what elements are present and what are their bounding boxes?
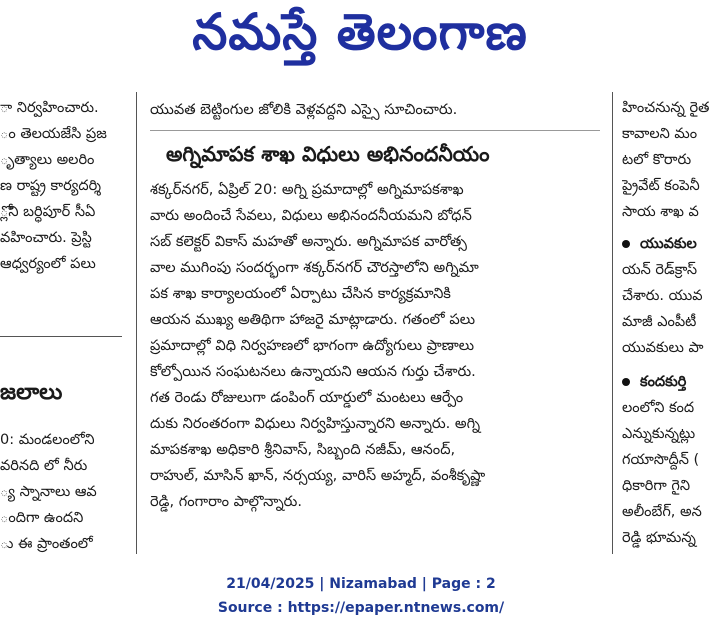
left-line: ు ఈ ప్రాంతంలో [0, 536, 93, 552]
right-line: టలో కొరారు [622, 152, 692, 168]
right-line: మాజీ ఎంపీటీ [622, 314, 697, 330]
article-line: శక్కర్‌నగర్, ఏప్రిల్ 20: అగ్ని ప్రమాదాల్లో అగ్నిమాపకశాఖ [150, 181, 464, 198]
article-line: సబ్ కలెక్టర్ వికాస్ మహతో అన్నారు. అగ్నిమాపక వారోత్స [150, 233, 467, 250]
left-heading: జలాలు [0, 380, 63, 405]
intro-line: యువత బెట్టింగుల జోలికి వెళ్లవద్దని ఎస్సై సూచించారు. [150, 101, 458, 118]
article-line: గత రెండు రోజులుగా డంపింగ్ యార్డులో మంటలు ఆర్పేం [150, 389, 464, 406]
right-line: లంలోని కంద [622, 400, 695, 416]
right-bullet-heading: కందకుర్తి [622, 372, 686, 392]
article-headline: అగ్నిమాపక శాఖ విధులు అభినందనీయం [166, 142, 490, 166]
left-line: వహించారు. ప్రెస్టి [0, 230, 92, 246]
left-line: ం తెలయజేసి ప్రజ [0, 126, 107, 142]
article-line: ప్రమాదాల్లో విధి నిర్వహణలో భాగంగా ఉద్యోగులు ప్రాణాలు [150, 337, 475, 354]
left-column [0, 92, 122, 554]
footer-date-line: 21/04/2025 | Nizamabad | Page : 2 [226, 576, 496, 592]
footer-source-line: Source : https://epaper.ntnews.com/ [217, 600, 505, 616]
article-line: దుకు నిరంతరంగా విధులు నిర్వహిస్తున్నారని అన్నారు. అగ్ని [150, 415, 480, 432]
right-column [622, 92, 722, 554]
left-line: ఆధ్వర్యంలో పలు [0, 256, 96, 272]
left-line: 0: మండలంలోని [0, 432, 95, 448]
article-line: రాహుల్, మాసిన్ ఖాన్, నర్సయ్య, వారిస్ అహ్మద్, వంశీకృష్ణా [150, 467, 486, 484]
newspaper-masthead [150, 2, 570, 74]
left-line: ా నిర్వహించారు. [0, 100, 99, 116]
right-line: ప్రైవేట్ కంపెనీ [622, 178, 700, 194]
article-line: కోల్పోయిన సంఘటనలు ఉన్నాయని ఆయన గుర్తు చేశారు. [150, 363, 476, 380]
article-line: రెడ్డి, గంగారాం పాల్గొన్నారు. [150, 493, 302, 510]
bullet-icon [622, 240, 630, 248]
left-line: వరినది లో నీరు [0, 458, 88, 474]
left-line: ్లోని బర్ధిపూర్ సీఏ [0, 204, 96, 220]
right-line: ఎన్నుకున్నట్లు [622, 426, 696, 442]
right-bullet-heading: యువకుల [622, 234, 697, 254]
article-line: మాపకశాఖ అధికారి శ్రీనివాస్, సిబ్బంది నజీమ్, ఆనంద్, [150, 441, 456, 458]
left-line: ృత్యాలు అలరిం [0, 152, 95, 168]
right-line: హించనున్న రైత [622, 100, 710, 116]
middle-column [150, 92, 600, 554]
column-rule-right [612, 92, 613, 554]
right-line: గయాసొద్దీన్ ( [622, 452, 700, 468]
right-line: యన్ రెడ్‌క్రాస్ [622, 262, 698, 278]
left-line: ణ రాష్ట్ర కార్యదర్శి [0, 178, 102, 194]
right-line: అలీంబేగ్, అన [622, 504, 702, 520]
left-line: ందిగా ఉందని [0, 510, 84, 526]
right-line: చేశారు. యువ [622, 288, 703, 304]
right-line: సాయ శాఖ వ [622, 204, 699, 220]
article-line: పక శాఖ కార్యాలయంలో ఏర్పాటు చేసిన కార్యక్రమానికి [150, 285, 451, 302]
article-line: వాల ముగింపు సందర్భంగా శక్కర్‌నగర్ చౌరస్తాలోని అగ్నిమా [150, 259, 479, 276]
right-line: కావాలని మం [622, 126, 698, 142]
left-line: ్య స్నానాలు ఆవ [0, 484, 97, 500]
article-line: వారు అందించే సేవలు, విధులు అభినందనీయమని బోధన్ [150, 207, 472, 224]
right-line: ధికారిగా గైని [622, 478, 691, 494]
right-line: రెడ్డి భూమన్న [622, 530, 696, 546]
right-line: యువకులు పా [622, 340, 704, 356]
column-rule-left [136, 92, 137, 554]
masthead-title: నమస్తే తెలంగాణ [192, 2, 528, 61]
article-line: ఆయన ముఖ్య అతిథిగా హాజరై మాట్లాడారు. గతంలో పలు [150, 311, 476, 328]
bullet-icon [622, 378, 630, 386]
